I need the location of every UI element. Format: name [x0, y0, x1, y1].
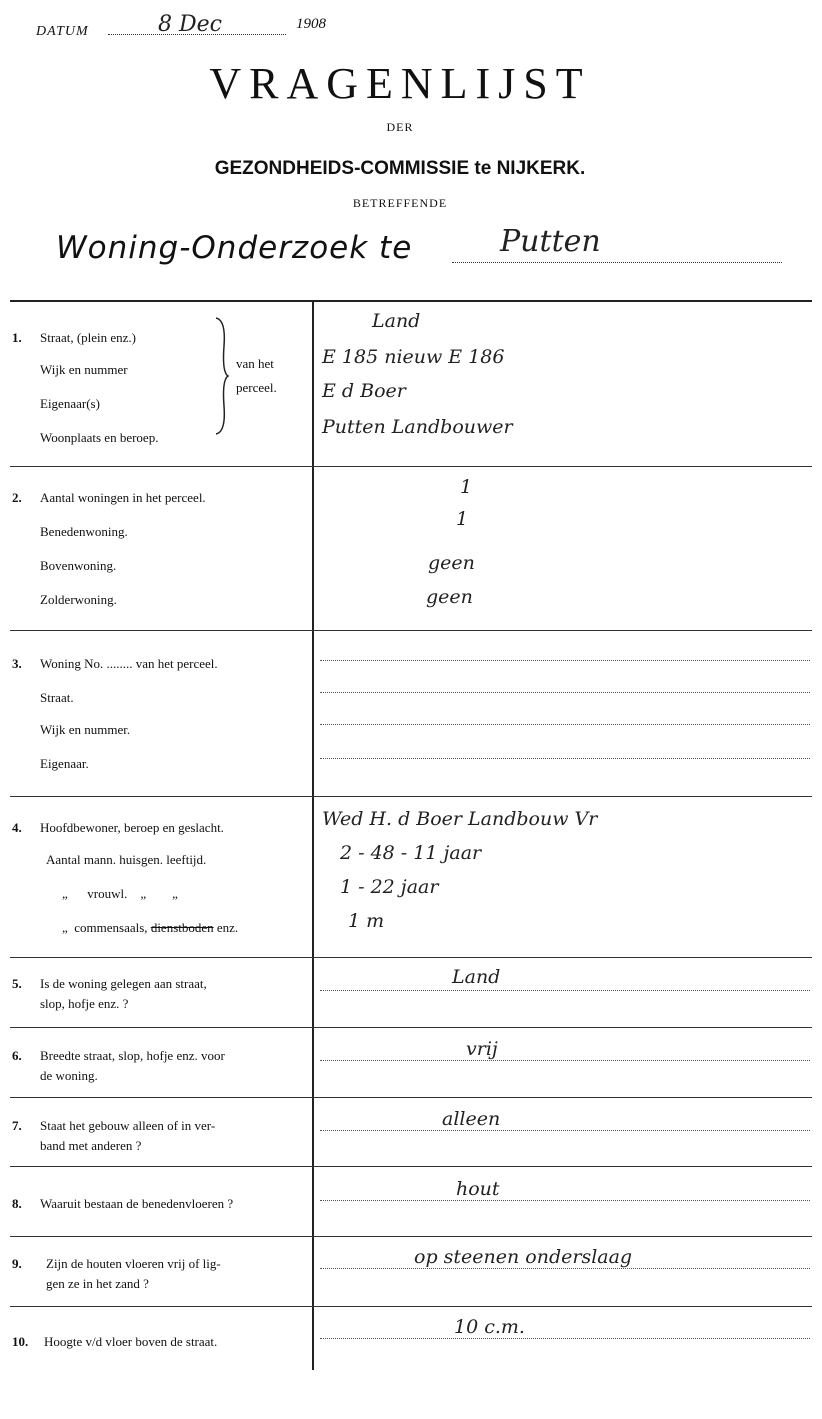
s1-answer-woonplaats: Putten Landbouwer: [322, 416, 513, 438]
s9-label-line-2: gen ze in het zand ?: [46, 1276, 149, 1291]
s7-label-line-2: band met anderen ?: [40, 1138, 142, 1153]
section-2-number: 2.: [12, 490, 22, 505]
s4-enz: enz.: [213, 920, 239, 935]
s4-answer-hoofdbewoner: Wed H. d Boer Landbouw Vr: [322, 808, 598, 830]
section-9-number: 9.: [12, 1256, 22, 1271]
s9-answer-line: [320, 1268, 810, 1269]
s1-answer-wijk: E 185 nieuw E 186: [322, 346, 505, 368]
rule-3: [10, 796, 812, 797]
s4-label-commensaals: [62, 920, 238, 936]
s3-answer-line-3: [320, 724, 810, 725]
s4-answer-mannelijk: 2 - 48 - 11 jaar: [340, 842, 482, 864]
s4-label-mannelijk: Aantal mann. huisgen. leeftijd.: [46, 852, 207, 867]
s3-answer-line-4: [320, 758, 810, 759]
s3-label-woning: Woning No. ........ van het perceel.: [40, 656, 218, 671]
section-8-number: 8.: [12, 1196, 22, 1211]
rule-1: [10, 466, 812, 467]
rule-top: [10, 300, 812, 302]
brace-icon: [212, 316, 232, 436]
s4-answer-vrouwelijk: 1 - 22 jaar: [340, 876, 439, 898]
woning-place: Putten: [500, 224, 601, 259]
s5-label-line-1: Is de woning gelegen aan straat,: [40, 976, 207, 991]
s2-label-zolder: Zolderwoning.: [40, 592, 117, 607]
s6-label-line-2: de woning.: [40, 1068, 98, 1083]
s6-label-line-1: Breedte straat, slop, hofje enz. voor: [40, 1048, 225, 1063]
s8-answer-line: [320, 1200, 810, 1201]
column-divider: [312, 300, 314, 1370]
s1-answer-straat: Land: [372, 310, 421, 332]
rule-2: [10, 630, 812, 631]
rule-9: [10, 1306, 812, 1307]
rule-6: [10, 1097, 812, 1098]
section-10-number: 10.: [12, 1334, 29, 1349]
s3-label-wijk: Wijk en nummer.: [40, 722, 131, 737]
s10-answer-line: [320, 1338, 810, 1339]
section-1-number: 1.: [12, 330, 22, 345]
s4-commensaals-text: „ commensaals,: [62, 920, 151, 935]
s2-answer-beneden: 1: [456, 508, 469, 530]
s7-label-line-1: Staat het gebouw alleen of in ver-: [40, 1118, 216, 1133]
rule-4: [10, 957, 812, 958]
s4-answer-commensaals: 1 m: [348, 910, 385, 932]
s6-answer-line: [320, 1060, 810, 1061]
s10-label: Hoogte v/d vloer boven de straat.: [44, 1334, 218, 1349]
datum-label: DATUM: [36, 24, 89, 39]
s1-van-het: van het: [236, 356, 274, 371]
s5-answer-line: [320, 990, 810, 991]
s1-answer-eigenaar: E d Boer: [322, 380, 406, 402]
s5-answer: Land: [452, 966, 501, 988]
s3-answer-line-1: [320, 660, 810, 661]
s2-answer-zolder: geen: [426, 586, 473, 608]
s1-perceel: perceel.: [236, 380, 277, 395]
s9-label-line-1: Zijn de houten vloeren vrij of lig-: [46, 1256, 221, 1271]
datum-day: 8 Dec: [158, 12, 222, 37]
s4-label-hoofdbewoner: Hoofdbewoner, beroep en geslacht.: [40, 820, 224, 835]
s2-answer-boven: geen: [428, 552, 475, 574]
section-7-number: 7.: [12, 1118, 22, 1133]
s8-label: Waaruit bestaan de benedenvloeren ?: [40, 1196, 234, 1211]
s4-label-vrouwelijk: „ vrouwl. „ „: [62, 886, 178, 901]
rule-5: [10, 1027, 812, 1028]
s3-label-eigenaar: Eigenaar.: [40, 756, 89, 771]
s4-dienstboden-struck: dienstboden: [150, 920, 214, 935]
s7-answer-line: [320, 1130, 810, 1131]
betreffende-label: BETREFFENDE: [352, 196, 448, 210]
s9-answer: op steenen onderslaag: [414, 1246, 633, 1268]
s2-label-boven: Bovenwoning.: [40, 558, 117, 573]
s3-answer-line-2: [320, 692, 810, 693]
s7-answer: alleen: [442, 1108, 501, 1130]
section-3-number: 3.: [12, 656, 22, 671]
s2-label-aantal: Aantal woningen in het perceel.: [40, 490, 206, 505]
rule-8: [10, 1236, 812, 1237]
woning-place-line: [452, 262, 782, 263]
s1-label-woonplaats: Woonplaats en beroep.: [40, 430, 159, 445]
rule-7: [10, 1166, 812, 1167]
s10-answer: 10 c.m.: [454, 1316, 525, 1338]
s8-answer: hout: [456, 1178, 500, 1200]
s2-answer-aantal: 1: [460, 476, 473, 498]
document-title: VRAGENLIJST: [209, 59, 591, 108]
section-6-number: 6.: [12, 1048, 22, 1063]
section-4-number: 4.: [12, 820, 22, 835]
der-label: DER: [386, 120, 414, 134]
s6-answer: vrij: [466, 1038, 498, 1060]
s1-label-eigenaar: Eigenaar(s): [40, 396, 100, 411]
s2-label-beneden: Benedenwoning.: [40, 524, 128, 539]
commission-name: GEZONDHEIDS-COMMISSIE te NIJKERK.: [214, 158, 586, 179]
s5-label-line-2: slop, hofje enz. ?: [40, 996, 129, 1011]
datum-year: 1908: [296, 16, 326, 32]
woning-title: Woning-Onderzoek te: [56, 230, 413, 266]
s1-label-wijk: Wijk en nummer: [40, 362, 128, 377]
s1-label-straat: Straat, (plein enz.): [40, 330, 137, 345]
s3-label-straat: Straat.: [40, 690, 74, 705]
section-5-number: 5.: [12, 976, 22, 991]
